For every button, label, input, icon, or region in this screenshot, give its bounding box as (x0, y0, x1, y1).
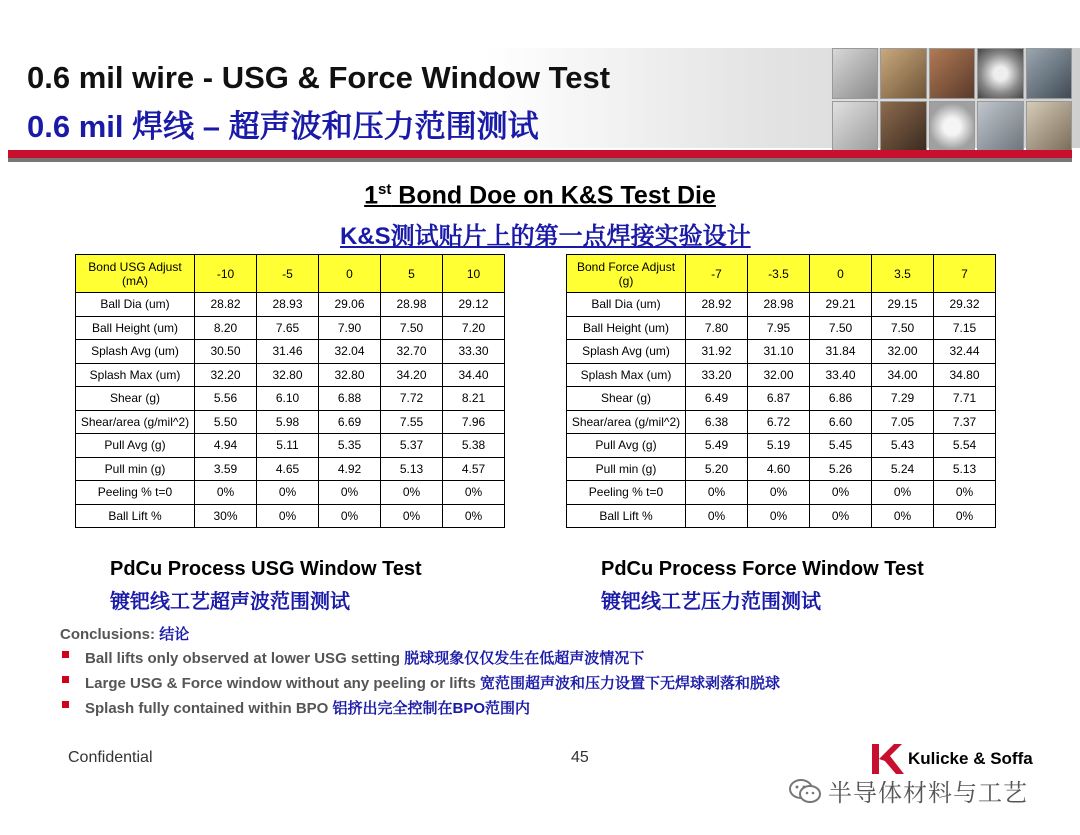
table-cell: 33.20 (686, 363, 748, 387)
row-label: Pull min (g) (76, 457, 195, 481)
table-cell: 32.80 (319, 363, 381, 387)
table-row (567, 316, 996, 340)
usg-caption-cn: 镀钯线工艺超声波范围测试 (110, 591, 350, 613)
table-cell: 8.20 (195, 316, 257, 340)
table-cell: 32.80 (257, 363, 319, 387)
table-cell: 6.49 (686, 387, 748, 411)
header-divider (8, 150, 1072, 158)
section-title-cn: K&S测试贴片上的第一点焊接实验设计 (340, 223, 751, 250)
table-cell: 7.90 (319, 316, 381, 340)
conclusions-heading (60, 623, 780, 644)
table-cell: 5.19 (748, 434, 810, 458)
table-cell: 5.26 (810, 457, 872, 481)
page-number: 45 (571, 749, 589, 766)
collage-tile (880, 101, 926, 152)
collage-tile (832, 101, 878, 152)
table-row (76, 316, 505, 340)
bullet-icon (62, 651, 69, 658)
table-cell: 5.11 (257, 434, 319, 458)
table-row (567, 410, 996, 434)
table-cell: 7.20 (443, 316, 505, 340)
table-cell: 5.45 (810, 434, 872, 458)
table-cell: 0% (257, 481, 319, 505)
table-cell: 32.00 (872, 340, 934, 364)
table-header-label: Bond Force Adjust (g) (567, 255, 686, 293)
conclusion-item (60, 697, 780, 718)
table-cell: 0% (748, 504, 810, 528)
table-cell: 0% (934, 481, 996, 505)
table-cell: 5.20 (686, 457, 748, 481)
row-label: Shear (g) (567, 387, 686, 411)
table-header-cell: 0 (319, 255, 381, 293)
table-header-cell: 3.5 (872, 255, 934, 293)
table-cell: 5.38 (443, 434, 505, 458)
page-title: 0.6 mil wire - USG & Force Window Test (27, 60, 611, 95)
table-cell: 29.32 (934, 293, 996, 317)
row-label: Pull Avg (g) (76, 434, 195, 458)
table-row (567, 293, 996, 317)
table-header-cell: -3.5 (748, 255, 810, 293)
table-cell: 7.80 (686, 316, 748, 340)
table-cell: 5.13 (934, 457, 996, 481)
wechat-icon (788, 777, 822, 805)
conclusions (60, 623, 780, 722)
table-row (76, 410, 505, 434)
table-cell: 0% (810, 504, 872, 528)
table-cell: 6.38 (686, 410, 748, 434)
kns-logo-icon (870, 742, 906, 776)
table-cell: 0% (319, 504, 381, 528)
row-label: Ball Height (um) (76, 316, 195, 340)
table-cell: 29.21 (810, 293, 872, 317)
row-label: Shear/area (g/mil^2) (76, 410, 195, 434)
table-header-label: Bond USG Adjust (mA) (76, 255, 195, 293)
section-title-prefix: 1 (364, 181, 378, 210)
table-cell: 31.46 (257, 340, 319, 364)
bullet-icon (62, 701, 69, 708)
collage-tile (929, 101, 975, 152)
table-cell: 5.37 (381, 434, 443, 458)
table-cell: 7.29 (872, 387, 934, 411)
table-cell: 6.72 (748, 410, 810, 434)
kns-logo (870, 742, 1033, 776)
table-cell: 6.88 (319, 387, 381, 411)
table-cell: 5.13 (381, 457, 443, 481)
table-row (76, 340, 505, 364)
wechat-account-name: 半导体材料与工艺 (828, 780, 1028, 807)
conclusion-text: Ball lifts only observed at lower USG setting (85, 650, 401, 667)
table-header-cell: -10 (195, 255, 257, 293)
table-cell: 4.94 (195, 434, 257, 458)
table-cell: 0% (934, 504, 996, 528)
row-label: Pull min (g) (567, 457, 686, 481)
table-header-cell: 10 (443, 255, 505, 293)
table-cell: 7.55 (381, 410, 443, 434)
row-label: Shear (g) (76, 387, 195, 411)
table-header-row (76, 255, 505, 293)
table-cell: 32.70 (381, 340, 443, 364)
table-row (76, 363, 505, 387)
conclusion-text: Splash fully contained within BPO (85, 700, 329, 717)
table-cell: 6.86 (810, 387, 872, 411)
table-cell: 6.60 (810, 410, 872, 434)
conclusions-heading-en: Conclusions: (60, 626, 156, 643)
table-cell: 7.65 (257, 316, 319, 340)
table-cell: 5.54 (934, 434, 996, 458)
table-cell: 31.84 (810, 340, 872, 364)
table-row (76, 293, 505, 317)
page-title-cn: 0.6 mil 焊线 – 超声波和压力范围测试 (27, 109, 539, 144)
row-label: Splash Avg (um) (76, 340, 195, 364)
table-row (76, 434, 505, 458)
table-cell: 33.40 (810, 363, 872, 387)
row-label: Splash Max (um) (76, 363, 195, 387)
table-cell: 6.69 (319, 410, 381, 434)
collage-tile (977, 48, 1023, 99)
table-cell: 7.37 (934, 410, 996, 434)
table-cell: 0% (872, 481, 934, 505)
row-label: Peeling % t=0 (76, 481, 195, 505)
table-cell: 7.95 (748, 316, 810, 340)
collage-tile (977, 101, 1023, 152)
conclusions-heading-cn: 结论 (159, 626, 190, 643)
table-cell: 28.93 (257, 293, 319, 317)
force-window-table (566, 254, 996, 528)
table-cell: 30% (195, 504, 257, 528)
table-cell: 7.96 (443, 410, 505, 434)
table-cell: 7.50 (872, 316, 934, 340)
table-row (567, 504, 996, 528)
table-cell: 5.56 (195, 387, 257, 411)
table-cell: 32.20 (195, 363, 257, 387)
table-cell: 5.50 (195, 410, 257, 434)
table-header-cell: 5 (381, 255, 443, 293)
table-cell: 32.00 (748, 363, 810, 387)
table-cell: 3.59 (195, 457, 257, 481)
table-row (567, 340, 996, 364)
row-label: Ball Dia (um) (567, 293, 686, 317)
collage-tile (880, 48, 926, 99)
row-label: Ball Height (um) (567, 316, 686, 340)
row-label: Shear/area (g/mil^2) (567, 410, 686, 434)
table-cell: 5.24 (872, 457, 934, 481)
table-row (567, 434, 996, 458)
table-cell: 34.20 (381, 363, 443, 387)
collage-tile (929, 48, 975, 99)
table-cell: 29.15 (872, 293, 934, 317)
table-cell: 34.80 (934, 363, 996, 387)
table-cell: 31.10 (748, 340, 810, 364)
collage-tile (1026, 101, 1072, 152)
table-cell: 7.71 (934, 387, 996, 411)
section-title-superscript: st (378, 181, 392, 198)
table-cell: 0% (319, 481, 381, 505)
table-row (76, 481, 505, 505)
table-cell: 0% (686, 504, 748, 528)
table-cell: 7.72 (381, 387, 443, 411)
table-header-cell: 7 (934, 255, 996, 293)
table-cell: 5.35 (319, 434, 381, 458)
confidential-label: Confidential (68, 749, 153, 766)
table-cell: 0% (686, 481, 748, 505)
table-cell: 5.49 (686, 434, 748, 458)
table-header-cell: -5 (257, 255, 319, 293)
table-cell: 7.15 (934, 316, 996, 340)
conclusion-text-cn: 铝挤出完全控制在BPO范围内 (332, 700, 531, 717)
table-header-row (567, 255, 996, 293)
table-cell: 8.21 (443, 387, 505, 411)
table-cell: 29.06 (319, 293, 381, 317)
row-label: Peeling % t=0 (567, 481, 686, 505)
row-label: Ball Dia (um) (76, 293, 195, 317)
table-cell: 0% (748, 481, 810, 505)
table-cell: 29.12 (443, 293, 505, 317)
table-cell: 0% (195, 481, 257, 505)
table-cell: 31.92 (686, 340, 748, 364)
table-cell: 28.98 (748, 293, 810, 317)
table-cell: 28.92 (686, 293, 748, 317)
table-cell: 33.30 (443, 340, 505, 364)
table-header-cell: 0 (810, 255, 872, 293)
table-cell: 6.10 (257, 387, 319, 411)
table-cell: 0% (872, 504, 934, 528)
table-cell: 4.60 (748, 457, 810, 481)
table-cell: 34.00 (872, 363, 934, 387)
force-caption-cn: 镀钯线工艺压力范围测试 (601, 591, 821, 613)
row-label: Ball Lift % (76, 504, 195, 528)
bullet-icon (62, 676, 69, 683)
table-cell: 0% (381, 481, 443, 505)
table-cell: 5.98 (257, 410, 319, 434)
row-label: Splash Max (um) (567, 363, 686, 387)
table-header-cell: -7 (686, 255, 748, 293)
table-cell: 0% (257, 504, 319, 528)
usg-window-table (75, 254, 505, 528)
usg-caption: PdCu Process USG Window Test (110, 558, 422, 580)
table-cell: 7.50 (381, 316, 443, 340)
table-cell: 0% (443, 504, 505, 528)
table-cell: 32.04 (319, 340, 381, 364)
table-cell: 5.43 (872, 434, 934, 458)
table-cell: 0% (443, 481, 505, 505)
table-cell: 34.40 (443, 363, 505, 387)
table-cell: 4.92 (319, 457, 381, 481)
collage-tile (1026, 48, 1072, 99)
row-label: Pull Avg (g) (567, 434, 686, 458)
conclusion-text-cn: 脱球现象仅仅发生在低超声波情况下 (404, 650, 645, 667)
header-divider-shadow (8, 158, 1072, 162)
table-cell: 28.82 (195, 293, 257, 317)
header-photo-collage (832, 48, 1072, 152)
section-title (0, 181, 1080, 210)
row-label: Ball Lift % (567, 504, 686, 528)
table-cell: 32.44 (934, 340, 996, 364)
table-row (567, 387, 996, 411)
table-row (76, 387, 505, 411)
wechat-watermark (788, 773, 1028, 808)
table-cell: 28.98 (381, 293, 443, 317)
table-row (567, 481, 996, 505)
conclusion-item (60, 647, 780, 668)
conclusion-text-cn: 宽范围超声波和压力设置下无焊球剥落和脱球 (480, 675, 781, 692)
section-title-text: Bond Doe on K&S Test Die (391, 181, 716, 210)
collage-tile (832, 48, 878, 99)
conclusion-item (60, 672, 780, 693)
table-cell: 4.57 (443, 457, 505, 481)
table-row (567, 457, 996, 481)
table-cell: 7.05 (872, 410, 934, 434)
conclusion-text: Large USG & Force window without any peeling or lifts (85, 675, 476, 692)
table-cell: 0% (381, 504, 443, 528)
table-row (76, 504, 505, 528)
force-caption: PdCu Process Force Window Test (601, 558, 924, 580)
table-row (567, 363, 996, 387)
logo-text: Kulicke & Soffa (908, 749, 1033, 768)
table-cell: 4.65 (257, 457, 319, 481)
table-cell: 0% (810, 481, 872, 505)
table-cell: 7.50 (810, 316, 872, 340)
table-row (76, 457, 505, 481)
table-cell: 6.87 (748, 387, 810, 411)
table-cell: 30.50 (195, 340, 257, 364)
conclusions-list (60, 647, 780, 718)
row-label: Splash Avg (um) (567, 340, 686, 364)
